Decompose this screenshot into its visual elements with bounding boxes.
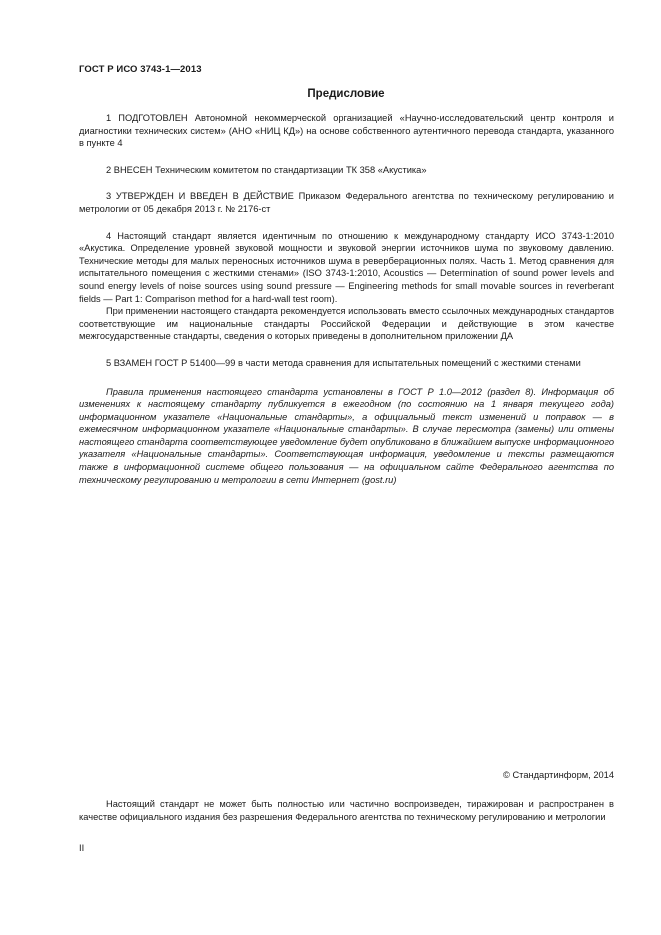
- paragraph-references-note: При применении настоящего стандарта рекомендуется использовать вместо ссылочных международных стандартов соответствующие им национальные стандарты Российской Федерации и действующие в этом качестве межгосударственные стандарты, сведения о которых приведены в дополнительном приложении ДА: [79, 306, 615, 342]
- paragraph-application-rules: Правила применения настоящего стандарта установлены в ГОСТ Р 1.0—2012 (раздел 8). Информация об изменениях к настоящему стандарту публикуется в ежегодном (по состоянию на 1 января текущего года) информационном указателе «Национальные стандарты», а официальный текст изменений и поправок — в ежемесячном информационном указателе «Национальные стандарты». В случае пересмотра (замены) или отмены настоящего стандарта соответствующее уведомление будет опубликовано в ближайшем выпуске информационного указателя «Национальные стандарты». Соответствующая информация, уведомление и тексты размещаются также в информационной системе общего пользования — на официальном сайте Федерального агентства по техническому регулированию и метрологии в сети Интернет (gost.ru): [79, 386, 614, 485]
- reproduction-notice: [79, 798, 614, 823]
- paragraph-identical-standard: 4 Настоящий стандарт является идентичным по отношению к международному стандарту ИСО 3743-1:2010 «Акустика. Определение уровней звуковой мощности и звуковой энергии источников шума по звуковому давлению. Технические методы для малых переносных источников шума в реверберационных полях. Часть 1. Метод сравнения для испытательного помещения с жесткими стенами» (ISO 3743-1:2010, Acoustics — Determination of sound power levels and sound energy levels of noise sources using sound pressure — Engineering methods for small movable sources in reverberant fields — Part 1: Comparison method for a hard-wall test room).: [79, 230, 614, 304]
- reproduction-notice-text: Настоящий стандарт не может быть полностью или частично воспроизведен, тиражирован и распространен в качестве официального издания без разрешения Федерального агентства по техническому регулированию и метрологии: [79, 799, 614, 822]
- page-number: II: [79, 843, 85, 853]
- page-title: Предисловие: [307, 88, 385, 100]
- foreword-body: [79, 112, 614, 486]
- paragraph-replaces: 5 ВЗАМЕН ГОСТ Р 51400—99 в части метода сравнения для испытательных помещений с жесткими стенами: [106, 357, 581, 368]
- paragraph-introduced: 2 ВНЕСЕН Техническим комитетом по стандартизации ТК 358 «Акустика»: [106, 164, 427, 175]
- copyright-notice: © Стандартинформ, 2014: [503, 770, 614, 780]
- paragraph-approved: 3 УТВЕРЖДЕН И ВВЕДЕН В ДЕЙСТВИЕ Приказом Федерального агентства по техническому регулированию и метрологии от 05 декабря 2013 г. № 2176-ст: [79, 191, 614, 214]
- document-header: ГОСТ Р ИСО 3743-1—2013: [79, 64, 202, 75]
- paragraph-prepared: 1 ПОДГОТОВЛЕН Автономной некоммерческой организацией «Научно-исследовательский центр контроля и диагностики технических систем» (АНО «НИЦ КД») на основе собственного аутентичного перевода стандарта, указанного в пункте 4: [79, 113, 614, 149]
